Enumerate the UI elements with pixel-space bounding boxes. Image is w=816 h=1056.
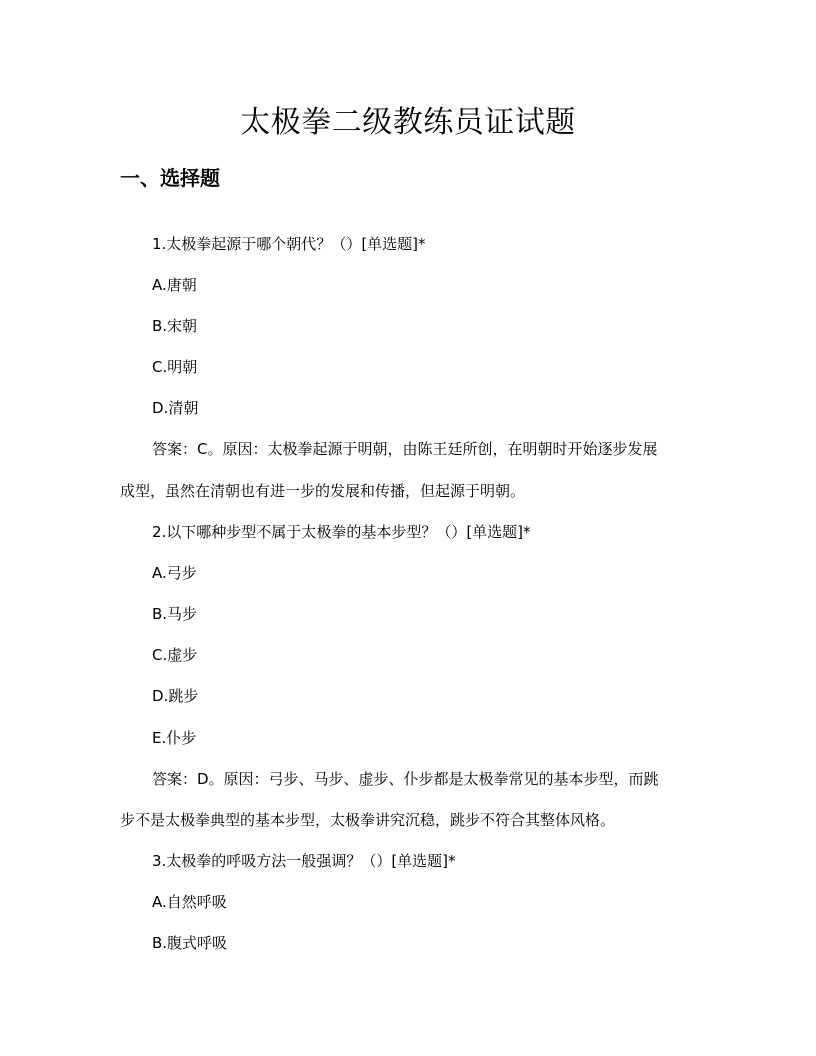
question-2-option-b: B.马步: [152, 605, 198, 623]
question-3-option-b: B.腹式呼吸: [152, 934, 228, 952]
section-heading: 一、选择题: [120, 166, 220, 190]
question-3-text: 3.太极拳的呼吸方法一般强调？（）[单选题]*: [152, 852, 456, 870]
document-title: 太极拳二级教练员证试题: [240, 105, 576, 140]
question-2-option-c: C.虚步: [152, 646, 198, 664]
question-1-answer-line-2: 成型，虽然在清朝也有进一步的发展和传播，但起源于明朝。: [120, 482, 526, 500]
question-1-option-b: B.宋朝: [152, 317, 198, 335]
question-2-option-d: D.跳步: [152, 687, 199, 705]
question-1-option-a: A.唐朝: [152, 276, 197, 294]
question-2-text: 2.以下哪种步型不属于太极拳的基本步型？（）[单选题]*: [152, 523, 531, 541]
question-2-answer-line-1: 答案：D。原因：弓步、马步、虚步、仆步都是太极拳常见的基本步型，而跳: [152, 770, 659, 788]
question-3-option-a: A.自然呼吸: [152, 893, 227, 911]
question-1-option-c: C.明朝: [152, 358, 198, 376]
question-2-option-a: A.弓步: [152, 564, 197, 582]
question-1-text: 1.太极拳起源于哪个朝代？（）[单选题]*: [152, 235, 426, 253]
question-1-answer-line-1: 答案：C。原因：太极拳起源于明朝，由陈王廷所创，在明朝时开始逐步发展: [152, 440, 658, 458]
question-2-answer-line-2: 步不是太极拳典型的基本步型，太极拳讲究沉稳，跳步不符合其整体风格。: [120, 811, 616, 829]
question-2-option-e: E.仆步: [152, 729, 197, 747]
question-1-option-d: D.清朝: [152, 399, 199, 417]
